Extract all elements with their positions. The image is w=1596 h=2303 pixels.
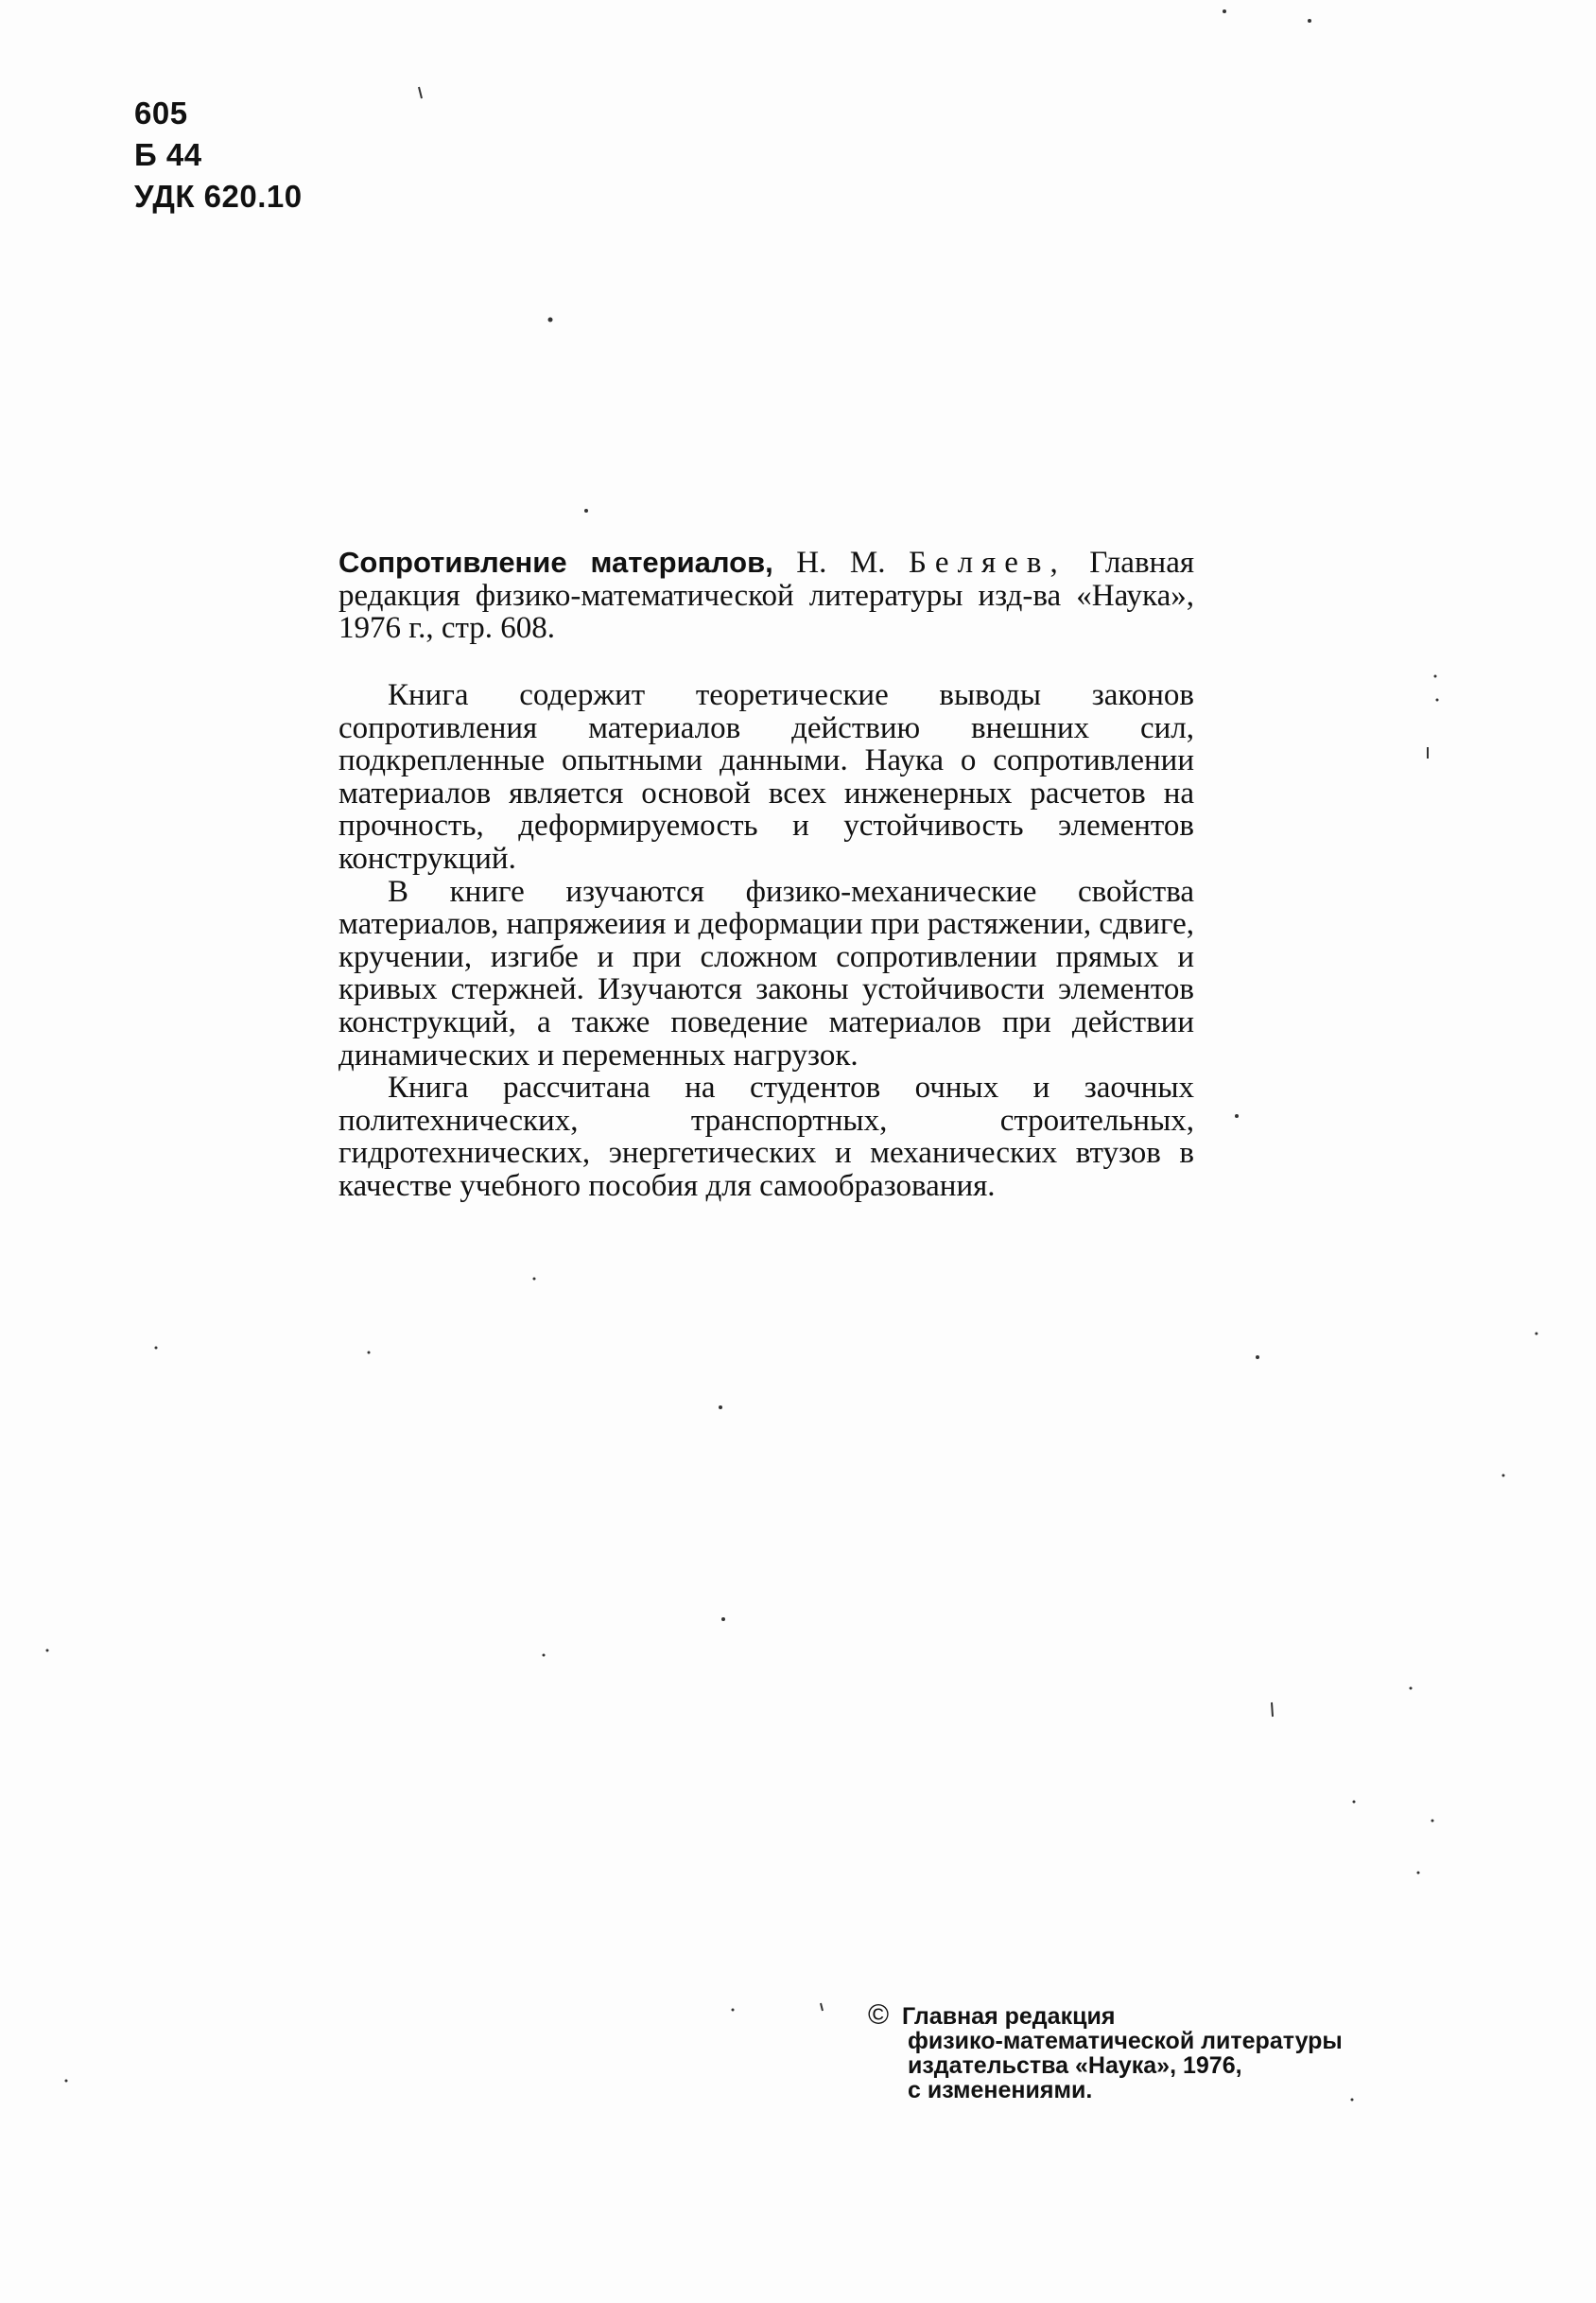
author-mark: Б 44 xyxy=(134,137,202,172)
copyright-line: физико-математической литературы xyxy=(908,2028,1343,2054)
udc-code: УДК 620.10 xyxy=(134,179,303,214)
author-name: Беляев, xyxy=(908,546,1067,580)
copyright-line: с изменениями. xyxy=(908,2077,1093,2103)
publisher-info: Главная редакция физико-математической литературы изд-ва «Наука», 1976 г., стр. 608. xyxy=(338,546,1195,646)
abstract-paragraph: Книга рассчитана на студентов очных и заочных политехнических, транспортных, строительных, гидротехнических, энергетических и механических втузов в качестве учебного пособия для самообразования. xyxy=(338,1071,1194,1203)
book-title: Сопротивление материалов, xyxy=(338,546,773,579)
bbk-code: 605 xyxy=(134,96,188,131)
catalog-codes xyxy=(134,93,303,218)
copyright-line: Главная редакция xyxy=(902,2003,1116,2030)
author-initials: Н. М. xyxy=(796,546,886,580)
copyright-icon: © xyxy=(868,1999,890,2031)
abstract-paragraph: Книга содержит теоретические выводы законов сопротивления материалов действию внешних сил, подкрепленные опытными данными. Наука о сопротивлении материалов является основой всех инженерных расчетов на прочность, деформируемость и устойчивость элементов конструкций. xyxy=(338,678,1194,876)
abstract xyxy=(338,679,1194,1203)
copyright-notice xyxy=(868,1999,1343,2103)
bibliographic-citation xyxy=(338,547,1194,645)
abstract-paragraph: В книге изучаются физико-механические свойства материалов, напряжеиия и деформации при растяжении, сдвиге, кручении, изгибе и при сложном сопротивлении прямых и кривых стержней. Изучаются законы устойчивости элементов конструкций, а также поведение материалов при действии динамических и переменных нагрузок. xyxy=(338,874,1195,1073)
copyright-line: издательства «Наука», 1976, xyxy=(908,2052,1242,2079)
